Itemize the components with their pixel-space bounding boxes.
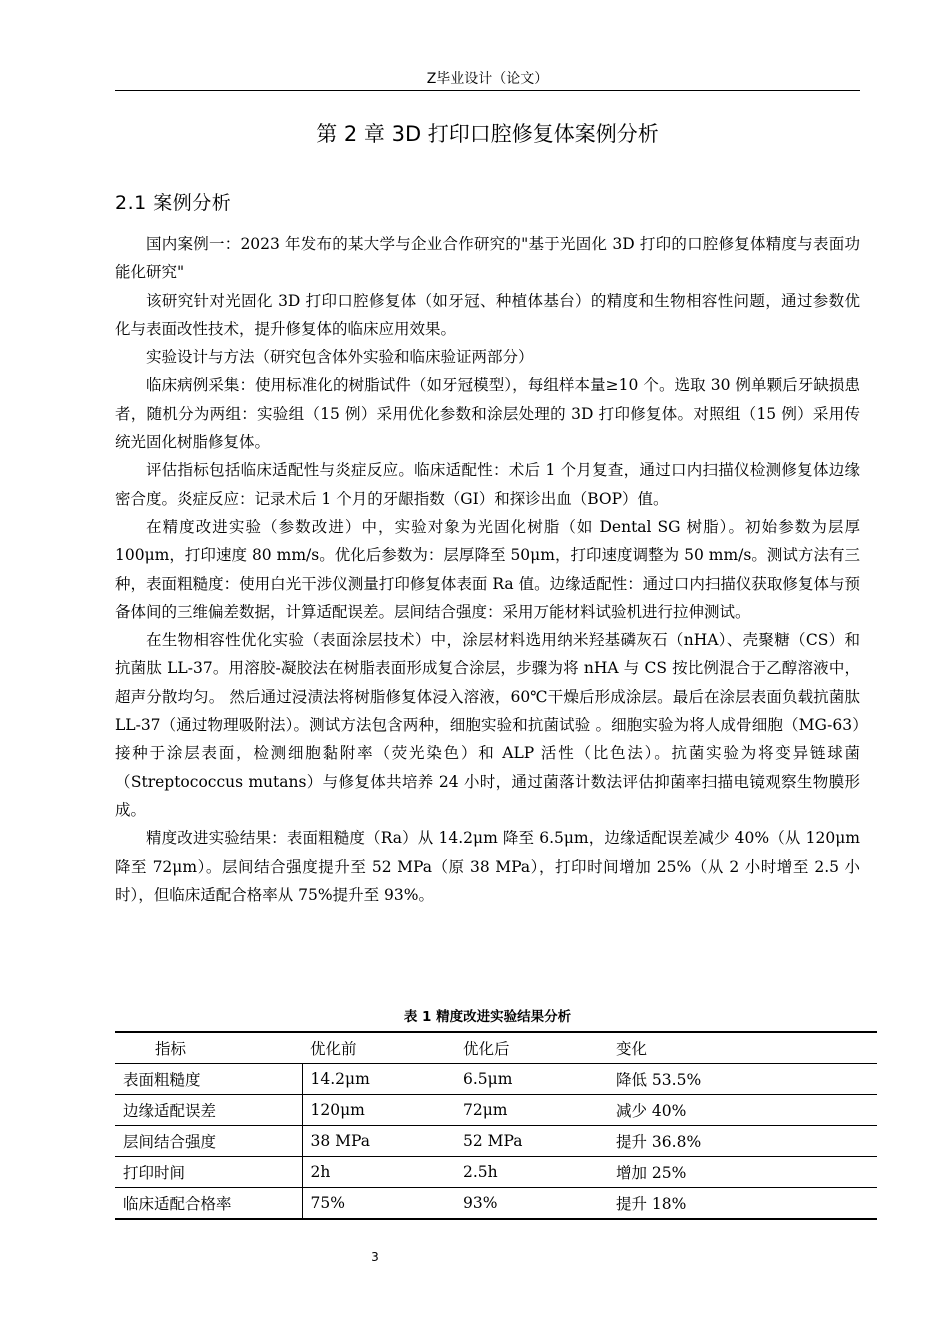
table-row xyxy=(115,1188,877,1220)
table-cell: 72μm xyxy=(463,1101,508,1119)
chapter-title: 第 2 章 3D 打印口腔修复体案例分析 xyxy=(316,122,659,146)
table-header-cell: 优化后 xyxy=(463,1040,510,1058)
paragraph: 国内案例一：2023 年发布的某大学与企业合作研究的"基于光固化 3D 打印的口腔修复体精度与表面功能化研究" xyxy=(115,235,860,282)
table-cell: 14.2μm xyxy=(310,1070,370,1088)
body-text xyxy=(115,230,860,909)
table-cell: 93% xyxy=(463,1194,498,1212)
paragraph: 该研究针对光固化 3D 打印口腔修复体（如牙冠、种植体基台）的精度和生物相容性问题，通过参数优化与表面改性技术，提升修复体的临床应用效果。 xyxy=(115,291,860,338)
results-table xyxy=(115,1031,877,1220)
page-number: 3 xyxy=(371,1250,379,1264)
table-cell: 降低 53.5% xyxy=(616,1071,702,1089)
table-cell: 120μm xyxy=(310,1101,365,1119)
table-cell: 临床适配合格率 xyxy=(115,1188,302,1220)
table-cell: 打印时间 xyxy=(115,1157,302,1188)
paragraph: 实验设计与方法（研究包含体外实验和临床验证两部分） xyxy=(146,348,534,367)
table-cell: 75% xyxy=(310,1194,345,1212)
table-cell: 38 MPa xyxy=(310,1132,370,1150)
table-row xyxy=(115,1157,877,1188)
table-cell: 减少 40% xyxy=(616,1102,687,1120)
table-cell: 提升 18% xyxy=(616,1195,687,1213)
table-cell: 层间结合强度 xyxy=(115,1126,302,1157)
table-row xyxy=(115,1126,877,1157)
table-header-cell: 优化前 xyxy=(310,1040,357,1058)
table-cell: 6.5μm xyxy=(463,1070,513,1088)
table-row xyxy=(115,1095,877,1126)
paragraph: 临床病例采集：使用标准化的树脂试件（如牙冠模型），每组样本量≥10 个。选取 30 例单颗后牙缺损患者，随机分为两组：实验组（15 例）采用优化参数和涂层处理的 3D 打印修复体。对照组（15 例）采用传统光固化树脂修复体。 xyxy=(115,376,860,452)
table-cell: 2.5h xyxy=(463,1163,498,1181)
table-header-row xyxy=(115,1032,877,1064)
table-header-cell: 指标 xyxy=(155,1040,187,1058)
table-row xyxy=(115,1064,877,1095)
page-header: Z毕业设计（论文） xyxy=(115,68,860,91)
paragraph: 评估指标包括临床适配性与炎症反应。临床适配性：术后 1 个月复查，通过口内扫描仪检测修复体边缘密合度。炎症反应：记录术后 1 个月的牙龈指数（GI）和探诊出血（BOP）值。 xyxy=(115,461,860,508)
table-cell: 提升 36.8% xyxy=(616,1133,702,1151)
table-cell: 52 MPa xyxy=(463,1132,523,1150)
table-cell: 表面粗糙度 xyxy=(115,1064,302,1095)
paragraph: 在精度改进实验（参数改进）中，实验对象为光固化树脂（如 Dental SG 树脂）。初始参数为层厚 100μm，打印速度 80 mm/s。优化后参数为：层厚降至 50μm，打印速度调整为 50 mm/s。测试方法有三种，表面粗糙度：使用白光干涉仪测量打印修复体表面 Ra 值。边缘适配性：通过口内扫描仪获取修复体与预备体间的三维偏差数据，计算适配误差。层间结合强度：采用万能材料试验机进行拉伸测试。 xyxy=(115,517,860,621)
paragraph: 在生物相容性优化实验（表面涂层技术）中，涂层材料选用纳米羟基磷灰石（nHA）、壳聚糖（CS）和抗菌肽 LL-37。用溶胶-凝胶法在树脂表面形成复合涂层，步骤为将 nHA 与 CS 按比例混合于乙醇溶液中，超声分散均匀。 然后通过浸渍法将树脂修复体浸入溶液，60℃干燥后形成涂层。最后在涂层表面负载抗菌肽 LL-37（通过物理吸附法）。测试方法包含两种，细胞实验和抗菌试验 。细胞实验为将人成骨细胞（MG-63）接种于涂层表面，检测细胞黏附率（荧光染色）和 ALP 活性（比色法）。抗菌实验为将变异链球菌（Streptococcus mutans）与修复体共培养 24 小时，通过菌落计数法评估抑菌率扫描电镜观察生物膜形成。 xyxy=(115,631,860,819)
section-title: 2.1 案例分析 xyxy=(115,192,232,214)
table-caption: 表 1 精度改进实验结果分析 xyxy=(403,1009,572,1025)
table-cell: 增加 25% xyxy=(616,1164,687,1182)
table-cell: 2h xyxy=(310,1163,331,1181)
paragraph: 精度改进实验结果：表面粗糙度（Ra）从 14.2μm 降至 6.5μm，边缘适配误差减少 40%（从 120μm 降至 72μm）。层间结合强度提升至 52 MPa（原 38 MPa），打印时间增加 25%（从 2 小时增至 2.5 小时），但临床适配合格率从 75%提升至 93%。 xyxy=(115,829,860,904)
table-cell: 边缘适配误差 xyxy=(115,1095,302,1126)
table-header-cell: 变化 xyxy=(616,1040,648,1058)
